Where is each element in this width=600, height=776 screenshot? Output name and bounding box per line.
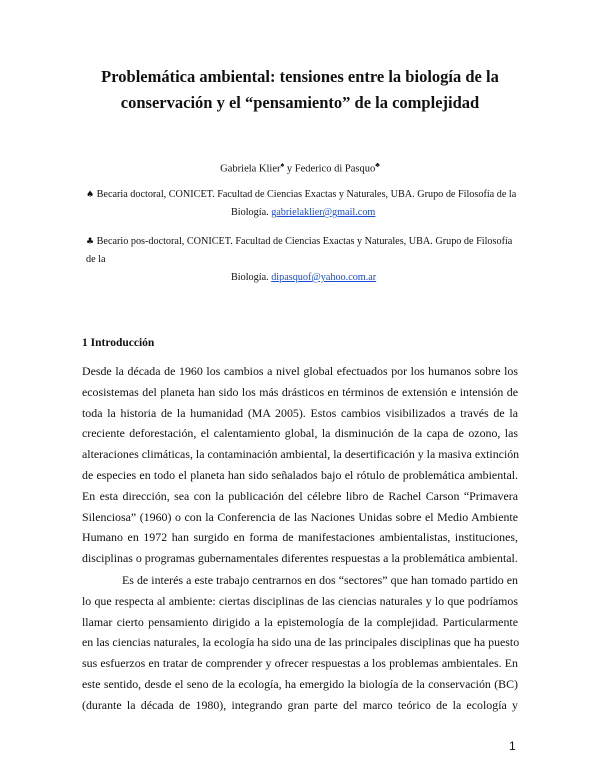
section-heading: 1 Introducción — [82, 337, 155, 349]
author-1-mark: ♠ — [280, 161, 285, 169]
paragraph-line: en las ciencias naturales, la ecología ha sido una de las principales disciplinas que ha puesto — [82, 635, 520, 650]
paragraph-line: lo que respecta al ambiente: ciertas disciplinas de las ciencias naturales y lo que podríamos — [82, 593, 518, 608]
title-line-1: Problemática ambiental: tensiones entre la biología de la — [101, 67, 499, 86]
email-link-1[interactable]: gabrielaklier@gmail.com — [271, 207, 376, 218]
affiliation-1-line-2 — [86, 204, 522, 222]
paragraph-1 — [82, 361, 518, 569]
title-line-2: conservación y el “pensamiento” de la complejidad — [120, 93, 480, 112]
paragraph-line: Es de interés a este trabajo centrarnos en dos “sectores” que han tomado partido en — [122, 573, 518, 587]
paragraph-line: (durante la década de 1980), integrando gran parte del marco teórico de la ecología y — [82, 697, 518, 712]
paragraph-line: de especies en todo el planeta han sido señalados bajo el rótulo de problemática ambiental. — [82, 467, 518, 482]
paragraph-line: ecosistemas del planeta han sido los más drásticos en términos de extensión e intensión de — [82, 384, 518, 399]
paragraph-line: En esta dirección, sea con la publicación del célebre libro de Rachel Carson “Primavera — [82, 488, 518, 503]
affiliation-1-prefix: Biología. — [231, 207, 272, 218]
paragraph-line: alteraciones climáticas, la contaminación ambiental, la desertificación y la masiva extinción — [82, 447, 520, 462]
paragraph-line: toda la historia de la humanidad (MA 2005). Estos cambios visibilizados a través de la — [82, 405, 518, 420]
affiliation-2-line-1: Becario pos-doctoral, CONICET. Facultad de Ciencias Exactas y Naturales, UBA. Grupo de Filosofía de la — [86, 236, 513, 265]
affiliation-2-prefix: Biología. — [231, 272, 272, 283]
affiliation-2-line-2 — [86, 269, 522, 287]
paragraph-line: creciente deforestación, el calentamiento global, la disminución de la capa de ozono, las — [82, 426, 518, 441]
spade-icon: ♠ — [86, 190, 95, 200]
paragraph-line: disciplinas o programas gubernamentales diferentes respuestas a la problemática ambiental. — [82, 551, 518, 566]
paragraph-line: Desde la década de 1960 los cambios a nivel global efectuados por los humanos sobre los — [82, 364, 518, 378]
paper-title — [60, 64, 540, 116]
page-number: 1 — [509, 739, 516, 753]
paragraph-line: llamar cierto pensamiento dirigido a la epistemología de la complejidad. Particularmente — [82, 614, 518, 629]
club-icon: ♣ — [86, 237, 95, 247]
affiliation-1-line-1: Becaria doctoral, CONICET. Facultad de Ciencias Exactas y Naturales, UBA. Grupo de Filosofía de la — [94, 189, 517, 200]
author-connector: y — [284, 163, 295, 175]
paragraph-line: este sentido, desde el seno de la ecología, ha emergido la biología de la conservación (BC) — [82, 676, 518, 691]
paragraph-line: Silenciosa” (1960) o con la Conferencia de las Naciones Unidas sobre el Medio Ambiente — [82, 509, 518, 524]
paragraph-line: sus esfuerzos en tratar de comprender y ofrecer respuestas a los problemas ambientales. En — [82, 656, 518, 671]
author-2-name: Federico di Pasquo — [294, 163, 376, 175]
author-2-mark: ♣ — [375, 161, 380, 169]
author-line — [0, 161, 600, 175]
paragraph-2 — [82, 570, 518, 716]
author-1-name: Gabriela Klier — [220, 163, 281, 175]
email-link-2[interactable]: dipasquof@yahoo.com.ar — [271, 272, 377, 283]
affiliation-1 — [86, 186, 522, 222]
paragraph-line: Humano en 1972 han surgido en forma de manifestaciones ambientalistas, instituciones, — [82, 530, 518, 545]
affiliation-2 — [86, 233, 522, 287]
